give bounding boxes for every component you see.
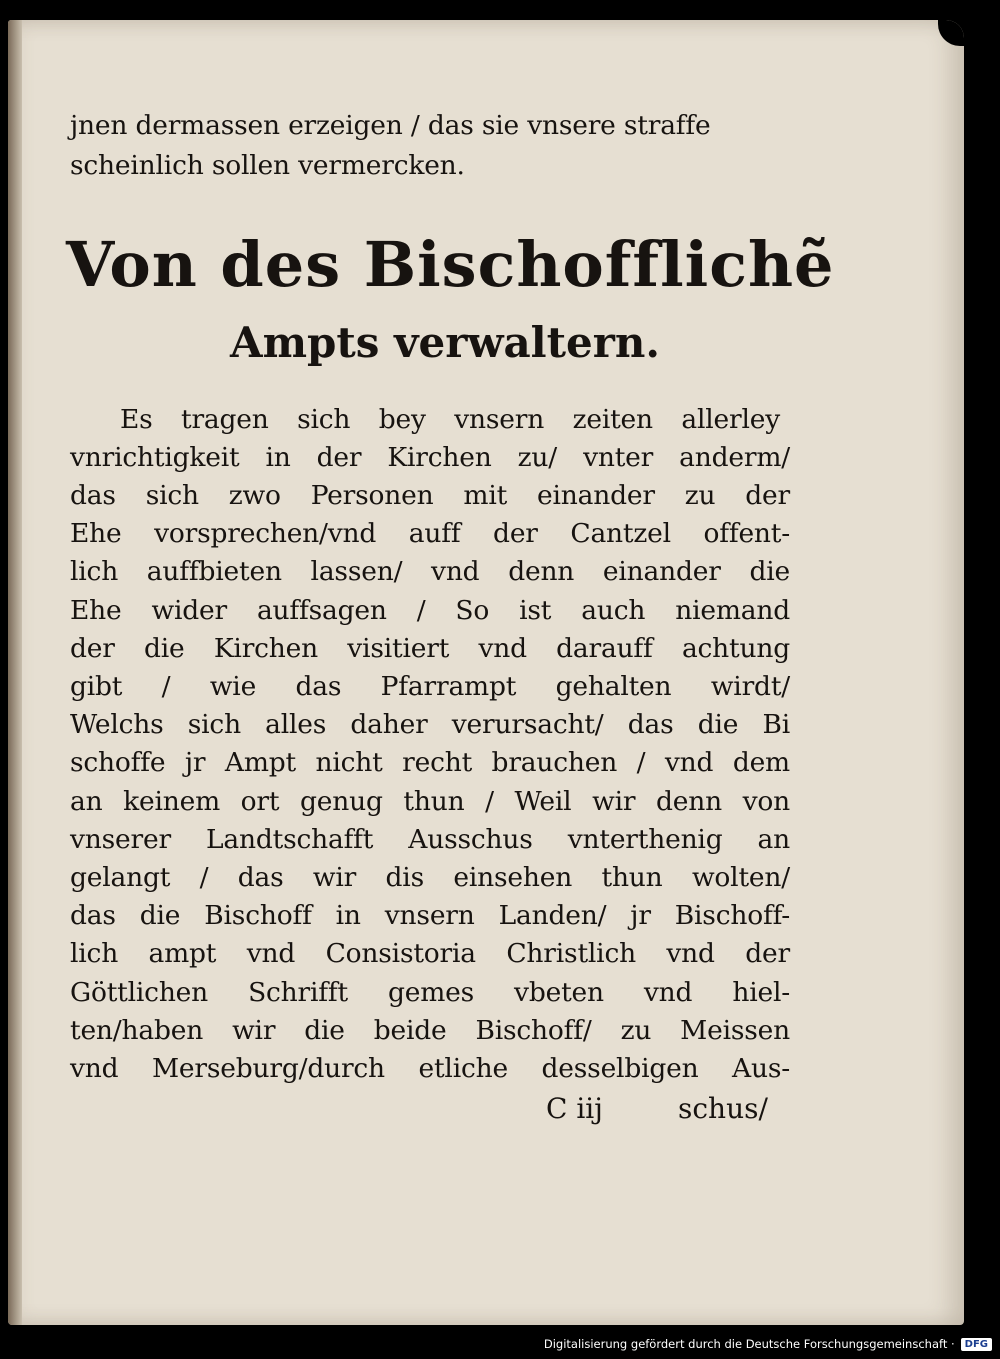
text-line: Göttlichen Schrifft gemes vbeten vnd hiel- [70,977,790,1008]
text-line: gibt / wie das Pfarrampt gehalten wirdt/ [70,671,790,702]
text-line: jnen dermassen erzeigen / das sie vnsere straffe [70,110,711,141]
text-line: Ehe vorsprechen/vnd auff der Cantzel offent- [70,518,790,549]
text-line: das die Bischoff in vnsern Landen/ jr Bischoff- [70,900,790,931]
text-line: vnrichtigkeit in der Kirchen zu/ vnter anderm/ [70,442,790,473]
signature-mark: C iij [546,1092,603,1125]
text-line: vnserer Landtschafft Ausschus vnterthenig an [70,824,790,855]
text-line: vnd Merseburg/durch etliche desselbigen Aus- [70,1053,790,1084]
text-line: an keinem ort genug thun / Weil wir denn von [70,786,790,817]
digitization-credit [544,1333,992,1355]
folded-corner [938,20,964,46]
text-line: der die Kirchen visitiert vnd darauff achtung [70,633,790,664]
book-page [8,20,964,1325]
text-line: Ehe wider auffsagen / So ist auch niemand [70,595,790,626]
credit-text: Digitalisierung gefördert durch die Deutsche Forschungsgemeinschaft · [543,1337,955,1351]
text-line: lich ampt vnd Consistoria Christlich vnd der [70,938,790,969]
text-line: gelangt / das wir dis einsehen thun wolten/ [70,862,790,893]
section-heading: Von des Bischofflichẽ [66,228,835,301]
text-line: lich auffbieten lassen/ vnd denn einander die [70,556,790,587]
text-line: schoffe jr Ampt nicht recht brauchen / vnd dem [70,747,790,778]
catchword: schus/ [678,1092,768,1125]
text-line: scheinlich sollen vermercken. [70,150,465,181]
text-line: das sich zwo Personen mit einander zu der [70,480,790,511]
text-line: Welchs sich alles daher verursacht/ das die Bi [70,709,790,740]
section-subheading: Ampts verwaltern. [230,318,661,367]
text-line: ten/haben wir die beide Bischoff/ zu Meissen [70,1015,790,1046]
dfg-logo: DFG [961,1338,992,1351]
text-line: Es tragen sich bey vnsern zeiten allerley [120,404,780,435]
page-gutter-shadow [8,20,22,1325]
